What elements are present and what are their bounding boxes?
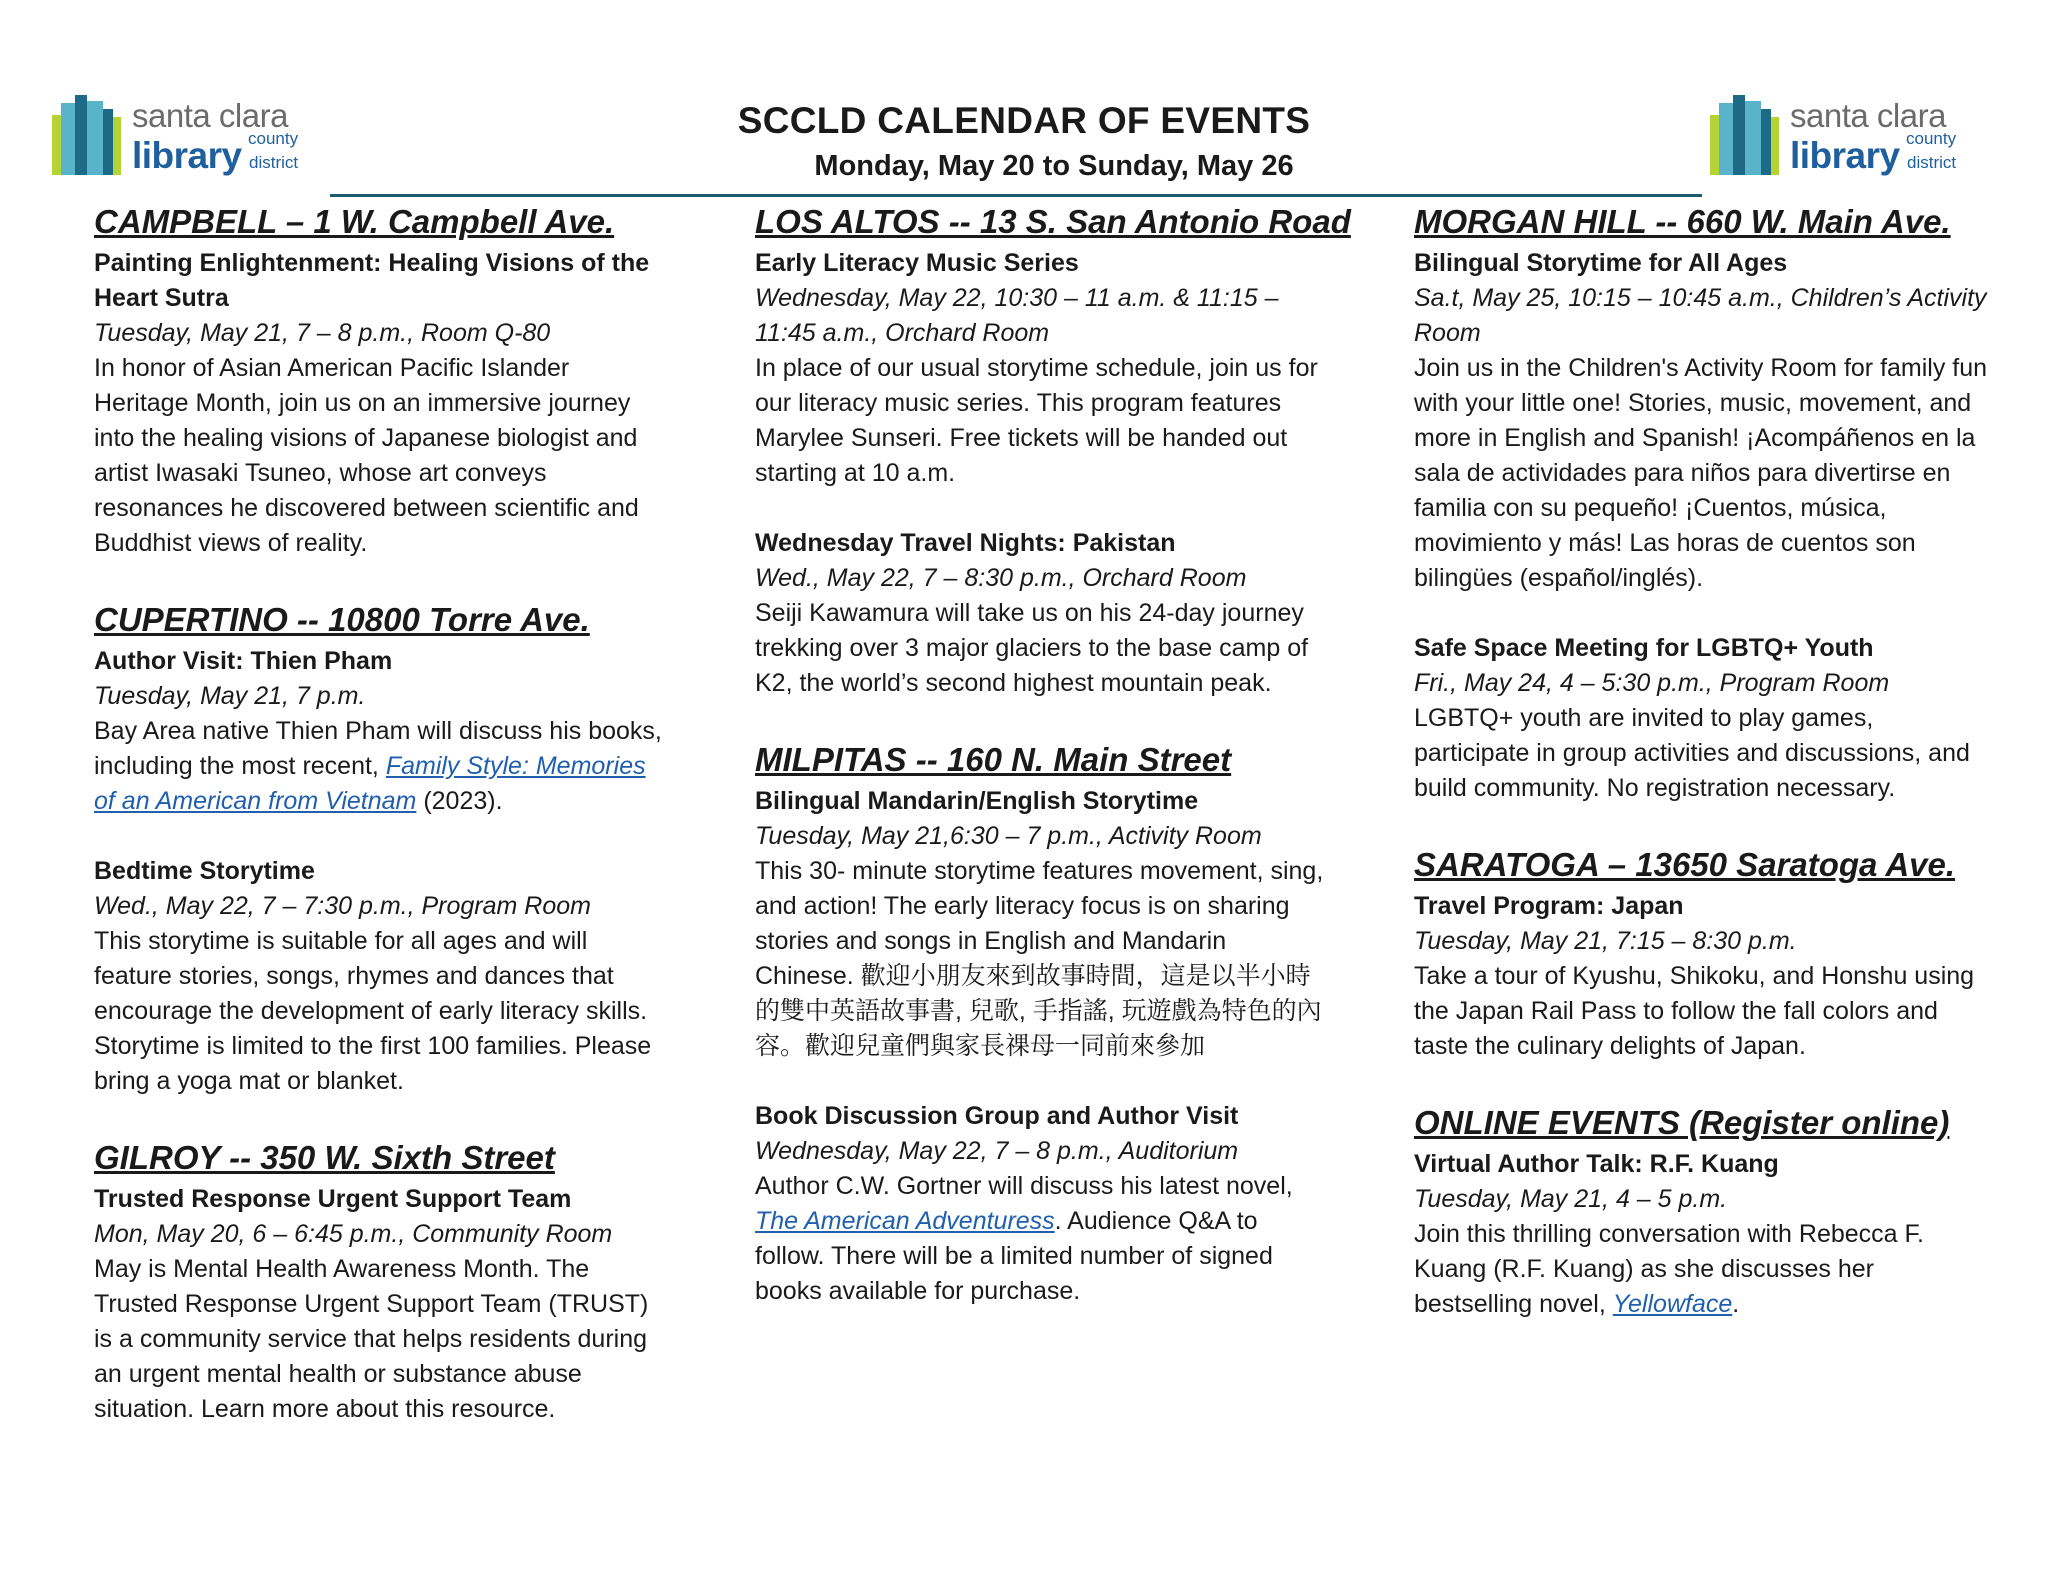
location-morgan-hill [1414, 198, 1989, 806]
logo-line-1: santa clara [1790, 97, 1946, 134]
logo-line-3: library [132, 135, 242, 176]
page-subtitle: Monday, May 20 to Sunday, May 26 [814, 150, 1294, 182]
location-heading: ONLINE EVENTS (Register online) [1414, 1104, 1950, 1141]
location-heading: SARATOGA – 13650 Saratoga Ave. [1414, 846, 1956, 883]
event-title: Book Discussion Group and Author Visit [755, 1102, 1239, 1130]
event-title: Bilingual Storytime for All Ages [1414, 249, 1788, 277]
event-title: Travel Program: Japan [1414, 892, 1684, 920]
event-item [755, 526, 1330, 701]
location-heading: CAMPBELL – 1 W. Campbell Ave. [94, 203, 615, 240]
event-item [755, 246, 1330, 491]
event-item [1414, 631, 1989, 806]
event-description [1414, 1217, 1989, 1322]
location-heading: MORGAN HILL -- 660 W. Main Ave. [1414, 203, 1951, 240]
event-title: Trusted Response Urgent Support Team [94, 1185, 572, 1213]
location-saratoga [1414, 841, 1989, 1064]
event-title: Safe Space Meeting for LGBTQ+ Youth [1414, 634, 1874, 662]
column-1 [94, 198, 669, 1462]
event-title: Wednesday Travel Nights: Pakistan [755, 529, 1176, 557]
event-description [755, 1169, 1330, 1309]
page-title: SCCLD CALENDAR OF EVENTS [737, 100, 1311, 141]
location-heading: CUPERTINO -- 10800 Torre Ave. [94, 601, 590, 638]
description-text: . [1732, 1290, 1740, 1318]
event-description: This storytime is suitable for all ages and will feature stories, songs, rhymes and dances that encourage the development of early literacy skills. Storytime is limited to the first 100 families. Please bring a yoga mat or blanket. [94, 927, 652, 1095]
event-time: Tuesday, May 21, 7 p.m. [94, 682, 366, 710]
event-item [1414, 1147, 1989, 1322]
event-description: Take a tour of Kyushu, Shikoku, and Honshu using the Japan Rail Pass to follow the fall colors and taste the culinary delights of Japan. [1414, 962, 1975, 1060]
event-time: Wednesday, May 22, 7 – 8 p.m., Auditorium [755, 1137, 1239, 1165]
event-description: May is Mental Health Awareness Month. The Trusted Response Urgent Support Team (TRUST) is a community service that helps residents during an urgent mental health or substance abuse situation. Learn more about this resource. [94, 1255, 649, 1423]
location-milpitas [755, 736, 1330, 1309]
event-title: Painting Enlightenment: Healing Visions of the Heart Sutra [94, 249, 650, 312]
logo-line-2: county [248, 129, 299, 148]
logo-line-4: district [1907, 153, 1957, 172]
event-item [94, 246, 669, 561]
event-description: Seiji Kawamura will take us on his 24-day journey trekking over 3 major glaciers to the base camp of K2, the world’s second highest mountain peak. [755, 599, 1309, 697]
column-2 [755, 198, 1351, 1344]
column-3 [1414, 198, 1989, 1357]
location-los-altos [755, 198, 1351, 701]
location-gilroy [94, 1134, 669, 1427]
header-divider [330, 194, 1702, 197]
location-online-events [1414, 1099, 1989, 1322]
event-time: Tuesday, May 21, 4 – 5 p.m. [1414, 1185, 1728, 1213]
event-description: In honor of Asian American Pacific Islander Heritage Month, join us on an immersive journey into the healing visions of Japanese biologist and artist Iwasaki Tsuneo, whose art conveys resonances he discovered between scientific and Buddhist views of reality. [94, 354, 639, 557]
event-time: Mon, May 20, 6 – 6:45 p.m., Community Room [94, 1220, 613, 1248]
logo-line-1: santa clara [132, 97, 288, 134]
event-time: Tuesday, May 21, 7:15 – 8:30 p.m. [1414, 927, 1797, 955]
event-item [1414, 889, 1989, 1064]
location-heading: GILROY -- 350 W. Sixth Street [94, 1139, 555, 1176]
location-heading: LOS ALTOS -- 13 S. San Antonio Road [755, 203, 1351, 240]
location-campbell [94, 198, 669, 561]
event-time: Wed., May 22, 7 – 8:30 p.m., Orchard Room [755, 564, 1247, 592]
description-text: Author C.W. Gortner will discuss his latest novel, [755, 1172, 1293, 1200]
description-text: . Audience Q&A to follow. There will be a limited number of signed books available for purchase. [755, 1207, 1273, 1305]
event-time: Wednesday, May 22, 10:30 – 11 a.m. & 11:15 – 11:45 a.m., Orchard Room [755, 284, 1279, 347]
event-item [1414, 246, 1989, 596]
event-time: Fri., May 24, 4 – 5:30 p.m., Program Room [1414, 669, 1890, 697]
event-time: Tuesday, May 21, 7 – 8 p.m., Room Q-80 [94, 319, 551, 347]
book-link[interactable]: Family Style: Memories of an American from Vietnam [94, 752, 646, 815]
event-item [94, 644, 669, 819]
event-title: Virtual Author Talk: R.F. Kuang [1414, 1150, 1779, 1178]
event-time: Wed., May 22, 7 – 7:30 p.m., Program Room [94, 892, 591, 920]
event-time: Sa.t, May 25, 10:15 – 10:45 a.m., Children’s Activity Room [1414, 284, 1987, 347]
event-title: Author Visit: Thien Pham [94, 647, 393, 675]
location-cupertino [94, 596, 669, 1099]
event-item [755, 1099, 1330, 1309]
event-item [94, 1182, 669, 1427]
logo-line-4: district [249, 153, 299, 172]
event-title: Early Literacy Music Series [755, 249, 1079, 277]
description-text: (2023). [416, 787, 503, 815]
event-description: Join us in the Children's Activity Room for family fun with your little one! Stories, music, movement, and more in English and Spanish! ¡Acompáñenos en la sala de actividades para niños para divertirse en familia con su pequeño! ¡Cuentos, música, movimiento y más! Las horas de cuentos son bilingües (español/inglés). [1414, 354, 1988, 592]
description-text: Bay Area native Thien Pham will discuss his books, including the most recent, [94, 717, 662, 780]
event-time: Tuesday, May 21,6:30 – 7 p.m., Activity Room [755, 822, 1262, 850]
logo-line-3: library [1790, 135, 1900, 176]
logo-line-2: county [1906, 129, 1957, 148]
event-item [755, 784, 1330, 1064]
book-link[interactable]: The American Adventuress [755, 1207, 1055, 1235]
event-description: In place of our usual storytime schedule, join us for our literacy music series. This program features Marylee Sunseri. Free tickets will be handed out starting at 10 a.m. [755, 354, 1318, 487]
description-text: Join this thrilling conversation with Rebecca F. Kuang (R.F. Kuang) as she discusses her bestselling novel, [1414, 1220, 1924, 1318]
event-description: This 30- minute storytime features movement, sing, and action! The early literacy focus is on sharing stories and songs in English and Mandarin Chinese. 歡迎小朋友來到故事時間，這是以半小時的雙中英語故事書, 兒歌, 手指謠, 玩遊戲為特色的內容。歡迎兒童們與家長祼母一同前來參加 [755, 857, 1324, 1060]
location-heading: MILPITAS -- 160 N. Main Street [755, 741, 1232, 778]
event-description [94, 714, 669, 819]
book-link[interactable]: Yellowface [1612, 1290, 1733, 1318]
event-title: Bilingual Mandarin/English Storytime [755, 787, 1199, 815]
event-item [94, 854, 669, 1099]
event-description: LGBTQ+ youth are invited to play games, participate in group activities and discussions, and build community. No registration necessary. [1414, 704, 1970, 802]
event-title: Bedtime Storytime [94, 857, 315, 885]
